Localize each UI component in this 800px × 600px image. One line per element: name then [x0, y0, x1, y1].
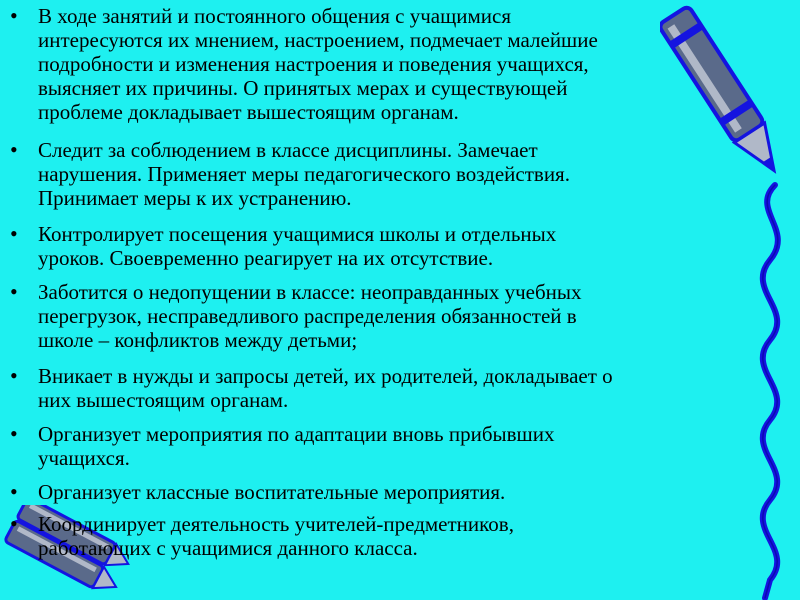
bullet-marker: •	[10, 221, 18, 246]
list-item	[0, 364, 770, 412]
bullet-marker: •	[10, 479, 18, 504]
bullet-marker: •	[10, 421, 18, 446]
bullet-text: В ходе занятий и постоянного общения с учащимися интересуются их мнением, настроением, подмечает малейшие подробности и изменения настроения и поведения учащихся, выясняет их причины. О принятых мерах и существующей проблеме докладывает вышестоящим органам.	[38, 4, 598, 124]
bullet-text: Заботится о недопущении в классе: неоправданных учебных перегрузок, несправедливого распределения обязанностей в школе – конфликтов между детьми;	[38, 280, 582, 352]
bullet-text: Следит за соблюдением в классе дисциплины. Замечает нарушения. Применяет меры педагогического воздействия. Принимает меры к их устранению.	[38, 138, 570, 210]
bullet-text: Координирует деятельность учителей-предметников, работающих с учащимися данного класса.	[38, 512, 514, 560]
bullet-marker: •	[10, 3, 18, 28]
list-item	[0, 138, 770, 210]
bullet-marker: •	[10, 137, 18, 162]
bullet-text: Организует мероприятия по адаптации вновь прибывших учащихся.	[38, 422, 555, 470]
bullet-marker: •	[10, 511, 18, 536]
bullet-text: Вникает в нужды и запросы детей, их родителей, докладывает о них вышестоящим органам.	[38, 364, 613, 412]
list-item	[0, 422, 770, 470]
list-item	[0, 480, 770, 504]
list-item	[0, 512, 770, 560]
bullet-text: Контролирует посещения учащимися школы и отдельных уроков. Своевременно реагирует на их отсутствие.	[38, 222, 557, 270]
bullet-marker: •	[10, 279, 18, 304]
list-item	[0, 280, 770, 352]
bullet-text: Организует классные воспитательные мероприятия.	[38, 480, 506, 504]
list-item	[0, 222, 770, 270]
list-item	[0, 4, 770, 124]
bullet-marker: •	[10, 363, 18, 388]
